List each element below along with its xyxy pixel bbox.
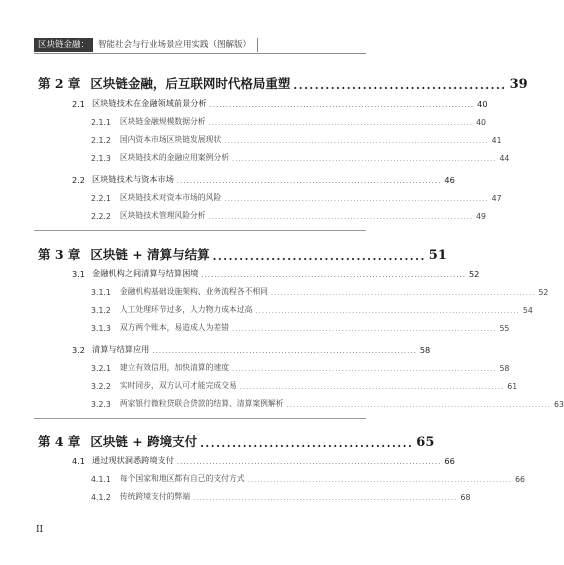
subsection-title: 每个国家和地区都有自己的支付方式 — [119, 474, 245, 483]
page-number: 66 — [515, 475, 525, 484]
dot-leader: ........................................ — [212, 250, 426, 263]
chapter-title: 区块链金融，后互联网时代格局重塑 — [90, 76, 291, 91]
subsection-number: 3.2.2 — [91, 382, 111, 391]
dot-leader: .................................................................................. — [208, 119, 474, 127]
dot-leader: .................................................................................. — [152, 347, 417, 355]
page-number: 58 — [499, 364, 510, 373]
subsection-2-2-2-entry[interactable] — [91, 210, 486, 221]
book-series-tag: 区块链金融： — [34, 38, 93, 52]
page-number: 47 — [491, 194, 502, 203]
section-3-2-entry[interactable] — [72, 344, 431, 355]
dot-leader: .................................................................................. — [255, 307, 520, 315]
section-4-1-entry[interactable] — [72, 455, 455, 466]
page-number: 52 — [468, 269, 480, 279]
page-number: 40 — [476, 118, 486, 127]
subsection-number: 3.2.1 — [91, 364, 111, 373]
section-number: 2.2 — [72, 175, 86, 185]
page-number: 40 — [477, 99, 488, 109]
dot-leader: .................................................................................. — [239, 383, 505, 391]
section-title: 区块链技术在金融领域前景分析 — [92, 98, 207, 108]
section-number: 3.1 — [72, 269, 86, 279]
subsection-title: 金融机构基础设施架构、业务流程各不相同 — [119, 287, 268, 296]
subsection-2-1-3-entry[interactable] — [91, 152, 510, 163]
subsection-title: 区块链技术的金融应用案例分析 — [119, 153, 229, 162]
header-divider — [257, 38, 258, 52]
dot-leader: .................................................................................. — [286, 401, 552, 409]
page-number: 49 — [476, 212, 486, 221]
chapter-2-entry[interactable] — [38, 74, 528, 92]
section-title: 区块链技术与资本市场 — [92, 174, 174, 184]
page-number: 51 — [428, 248, 447, 263]
dot-leader: .................................................................................. — [224, 195, 489, 203]
page-number: 55 — [499, 324, 510, 333]
page-number: 41 — [491, 136, 502, 145]
subsection-2-2-1-entry[interactable] — [91, 192, 502, 203]
subsection-number: 3.1.1 — [91, 288, 111, 297]
dot-leader: .................................................................................. — [201, 271, 466, 279]
subsection-number: 2.2.2 — [91, 212, 111, 221]
subsection-3-1-1-entry[interactable] — [91, 286, 549, 297]
dot-leader: .................................................................................. — [232, 365, 497, 373]
subsection-number: 3.2.3 — [91, 400, 111, 409]
section-number: 4.1 — [72, 456, 86, 466]
book-subtitle: 智能社会与行业场景应用实践（图解版） — [98, 40, 252, 50]
subsection-number: 2.1.3 — [91, 154, 111, 163]
chapter-3-entry[interactable] — [38, 245, 447, 263]
dot-leader: .................................................................................. — [208, 213, 474, 221]
page-folio: II — [36, 525, 44, 535]
chapter-title: 区块链 + 清算与结算 — [90, 247, 210, 262]
section-2-2-entry[interactable] — [72, 174, 455, 185]
subsection-number: 3.1.2 — [91, 306, 111, 315]
subsection-3-1-2-entry[interactable] — [91, 304, 533, 315]
page-number: 65 — [416, 435, 435, 450]
chapter-number: 第 4 章 — [38, 434, 81, 449]
subsection-number: 2.2.1 — [91, 194, 111, 203]
page-number: 54 — [522, 306, 533, 315]
subsection-number: 2.1.1 — [91, 118, 111, 127]
chapter-number: 第 2 章 — [38, 76, 81, 91]
page-number: 66 — [444, 456, 455, 466]
subsection-3-2-3-entry[interactable] — [91, 398, 564, 409]
header-rule — [34, 53, 366, 54]
section-2-1-entry[interactable] — [72, 98, 488, 109]
page-number: 39 — [509, 77, 528, 92]
dot-leader: .................................................................................. — [270, 289, 536, 297]
page-number: 68 — [460, 493, 471, 502]
subsection-number: 4.1.1 — [91, 475, 111, 484]
section-title: 通过现状洞悉跨境支付 — [92, 455, 174, 465]
subsection-3-2-2-entry[interactable] — [91, 380, 518, 391]
dot-leader: .................................................................................. — [209, 101, 475, 109]
subsection-3-1-3-entry[interactable] — [91, 322, 510, 333]
page-number: 58 — [419, 345, 431, 355]
dot-leader: .................................................................................. — [232, 325, 497, 333]
page-number: 44 — [499, 154, 510, 163]
subsection-title: 区块链技术对资本市场的风险 — [119, 193, 222, 202]
subsection-title: 建立有效信用，加快清算的速度 — [119, 363, 229, 372]
subsection-title: 人工处理环节过多，人力物力成本过高 — [119, 305, 253, 314]
subsection-title: 区块链技术管理风险分析 — [119, 211, 206, 220]
subsection-title: 两家银行微粒贷联合贷款的结算、清算案例解析 — [119, 399, 284, 408]
section-3-1-entry[interactable] — [72, 268, 480, 279]
dot-leader: ........................................ — [200, 437, 414, 450]
subsection-2-1-2-entry[interactable] — [91, 134, 502, 145]
page-number: 52 — [538, 288, 549, 297]
subsection-4-1-1-entry[interactable] — [91, 473, 525, 484]
subsection-title: 双方两个账本，易造成人为差错 — [119, 323, 229, 332]
dot-leader: .................................................................................. — [232, 155, 497, 163]
subsection-title: 实时同步，双方认可才能完成交易 — [119, 381, 237, 390]
section-title: 金融机构之间清算与结算困境 — [92, 268, 199, 278]
dot-leader: .................................................................................. — [176, 458, 442, 466]
dot-leader: ........................................ — [293, 79, 507, 92]
section-number: 2.1 — [72, 99, 86, 109]
page-number: 61 — [507, 382, 518, 391]
subsection-title: 区块链金融规模数据分析 — [119, 117, 206, 126]
section-title: 清算与结算应用 — [92, 344, 150, 354]
chapter-title: 区块链 + 跨境支付 — [90, 434, 198, 449]
chapter-divider — [34, 230, 366, 231]
chapter-number: 第 3 章 — [38, 247, 81, 262]
subsection-number: 2.1.2 — [91, 136, 111, 145]
subsection-4-1-2-entry[interactable] — [91, 491, 471, 502]
dot-leader: .................................................................................. — [193, 494, 458, 502]
subsection-2-1-1-entry[interactable] — [91, 116, 486, 127]
subsection-title: 传统跨境支付的弊端 — [119, 492, 191, 501]
subsection-number: 4.1.2 — [91, 493, 111, 502]
page-number: 63 — [554, 400, 564, 409]
running-header — [34, 38, 258, 52]
subsection-3-2-1-entry[interactable] — [91, 362, 510, 373]
subsection-number: 3.1.3 — [91, 324, 111, 333]
section-number: 3.2 — [72, 345, 86, 355]
dot-leader: .................................................................................. — [224, 137, 489, 145]
dot-leader: .................................................................................. — [176, 177, 442, 185]
dot-leader: .................................................................................. — [247, 476, 513, 484]
subsection-title: 国内资本市场区块链发展现状 — [119, 135, 222, 144]
page-number: 46 — [444, 175, 455, 185]
chapter-divider — [34, 418, 366, 419]
chapter-4-entry[interactable] — [38, 432, 435, 450]
